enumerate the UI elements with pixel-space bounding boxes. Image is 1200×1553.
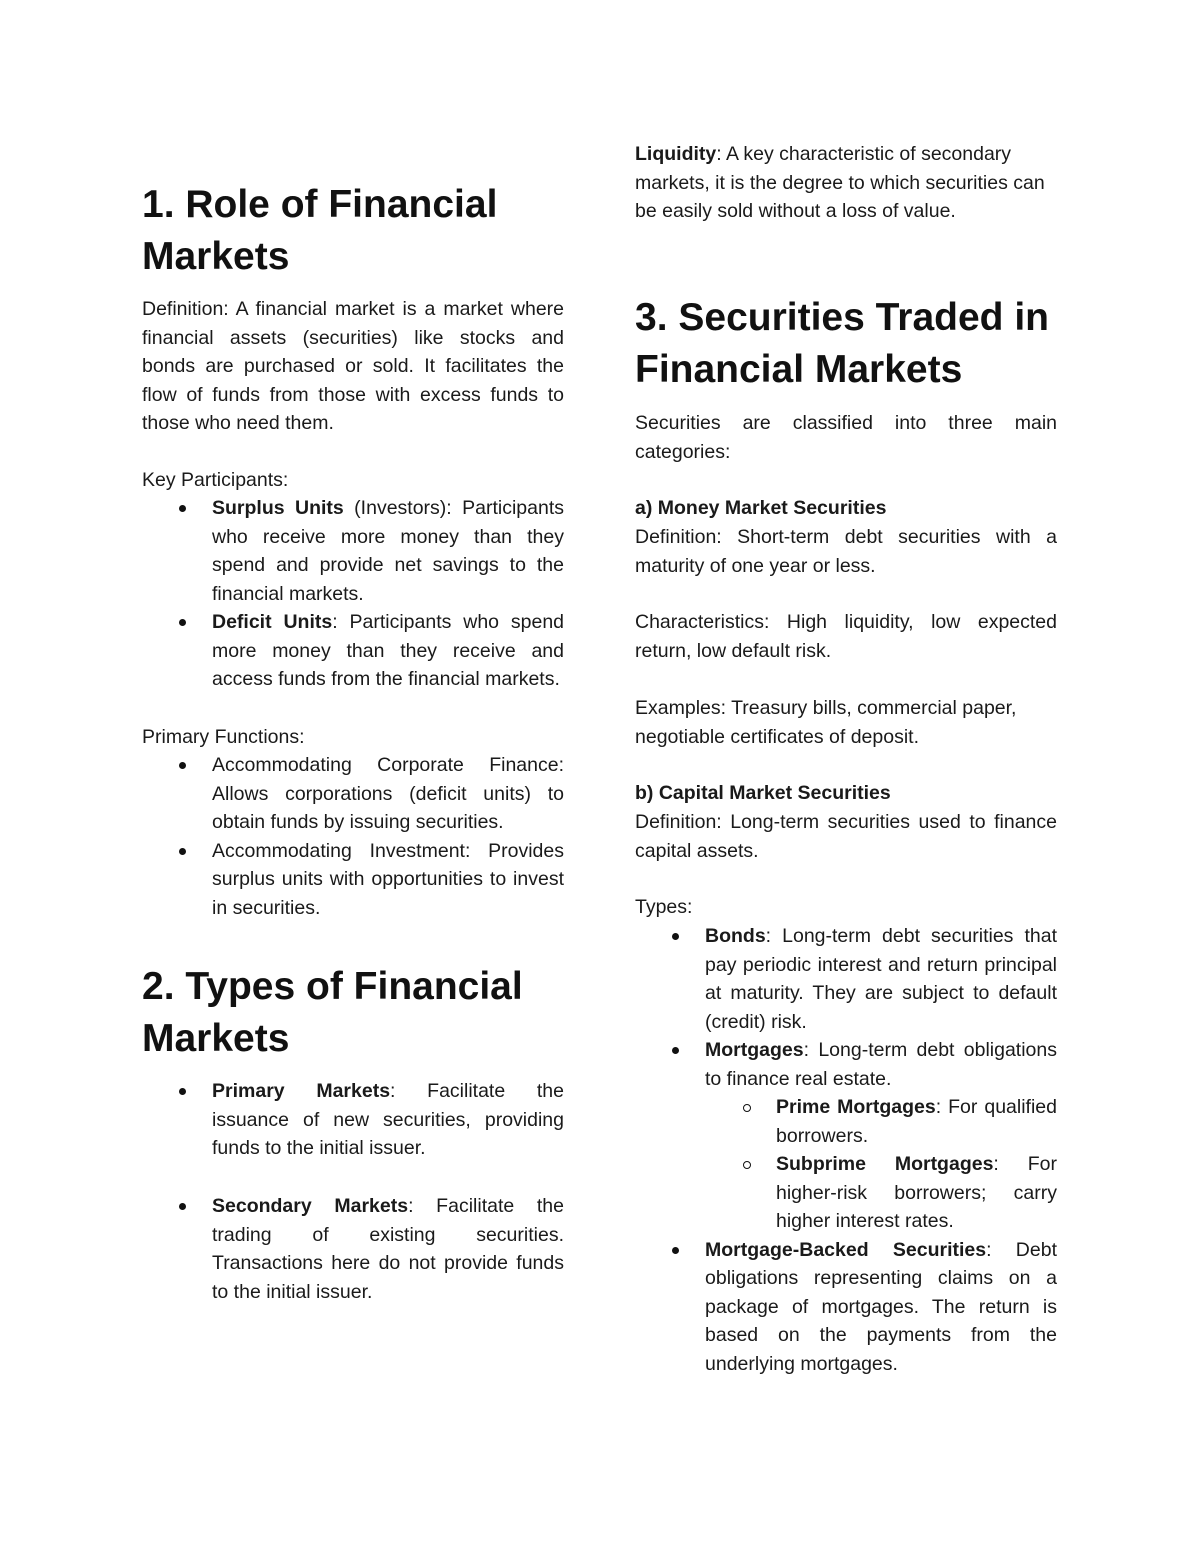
bullet-icon [179,1203,186,1210]
list-item [635,922,1057,1036]
capital-market-definition: Definition: Long-term securities used to finance capital assets. [635,811,1057,862]
section1-definition: Definition: A financial market is a market where financial assets (securities) like stocks and bonds are purchased or sold. It facilitates the flow of funds from those with excess funds to those who need them. [142,298,564,434]
list-item [142,494,564,608]
description: : A key characteristic of secondary markets, it is the degree to which securities can be easily sold without a loss of value. [635,143,1045,222]
bullet-icon [179,1088,186,1095]
section3-intro: Securities are classified into three main categories: [635,412,1057,463]
description: : Facilitate the trading of existing securities. Transactions here do not provide funds to the initial issuer. [212,1195,564,1303]
description: : Long-term debt securities that pay periodic interest and return principal at maturity. They are subject to default (credit) risk. [705,925,1057,1033]
term: Prime Mortgages [776,1096,936,1118]
market-types-list [142,1077,564,1163]
term: Primary Markets [212,1080,391,1102]
circle-bullet-icon [743,1104,751,1112]
capital-types-list [635,922,1057,1378]
list-item [635,1236,1057,1379]
key-participants-label: Key Participants: [142,469,289,491]
list-item [142,1077,564,1163]
bullet-icon [672,933,679,940]
description: Accommodating Investment: Provides surplus units with opportunities to invest in securities. [212,839,564,919]
circle-bullet-icon [743,1161,751,1169]
bullet-icon [179,848,186,855]
term: Mortgages [705,1039,804,1061]
money-market-characteristics: Characteristics: High liquidity, low expected return, low default risk. [635,611,1057,662]
list-item [635,1093,1057,1150]
term: Subprime Mortgages [776,1153,994,1175]
description: (Investors): Participants who receive more money than they spend and provide net savings to the financial markets. [212,497,564,605]
term: Deficit Units [212,611,333,633]
money-market-definition: Definition: Short-term debt securities with a maturity of one year or less. [635,526,1057,577]
term: Mortgage-Backed Securities [705,1238,987,1261]
bullet-icon [179,505,186,512]
term: Liquidity [635,143,717,165]
list-item [635,1036,1057,1236]
list-item [142,608,564,694]
list-item [142,751,564,837]
term: Secondary Markets [212,1195,409,1217]
description: : Participants who spend more money than they receive and access funds from the financial markets. [212,611,565,690]
description: : Facilitate the issuance of new securities, providing funds to the initial issuer. [212,1080,564,1159]
list-item [142,1192,564,1306]
liquidity-paragraph [635,140,1057,226]
list-item [142,837,564,923]
market-types-list [142,1192,564,1306]
section1-heading: 1. Role of Financial Markets [142,183,498,278]
primary-functions-label: Primary Functions: [142,726,305,748]
description: : For qualified borrowers. [776,1096,1057,1147]
functions-list [142,751,564,922]
term: Bonds [705,925,766,947]
section3-heading: 3. Securities Traded in Financial Markets [635,296,1049,391]
section2-heading: 2. Types of Financial Markets [142,965,523,1060]
bullet-icon [672,1247,679,1254]
description: : Long-term debt obligations to finance real estate. [705,1039,1057,1090]
mortgage-sublist [635,1093,1057,1236]
participants-list [142,494,564,694]
description: : Debt obligations representing claims on a package of mortgages. The return is based on the payments from the underlying mortgages. [705,1238,1057,1375]
term: Surplus Units [212,497,344,519]
description: Accommodating Corporate Finance: Allows corporations (deficit units) to obtain funds by issuing securities. [212,754,564,833]
money-market-examples: Examples: Treasury bills, commercial paper, negotiable certificates of deposit. [635,697,1017,748]
capital-market-heading: b) Capital Market Securities [635,782,891,804]
bullet-icon [672,1047,679,1054]
description: : For higher-risk borrowers; carry higher interest rates. [776,1153,1057,1232]
list-item [635,1150,1057,1236]
bullet-icon [179,619,186,626]
money-market-heading: a) Money Market Securities [635,497,887,519]
types-label: Types: [635,896,693,918]
bullet-icon [179,762,186,769]
